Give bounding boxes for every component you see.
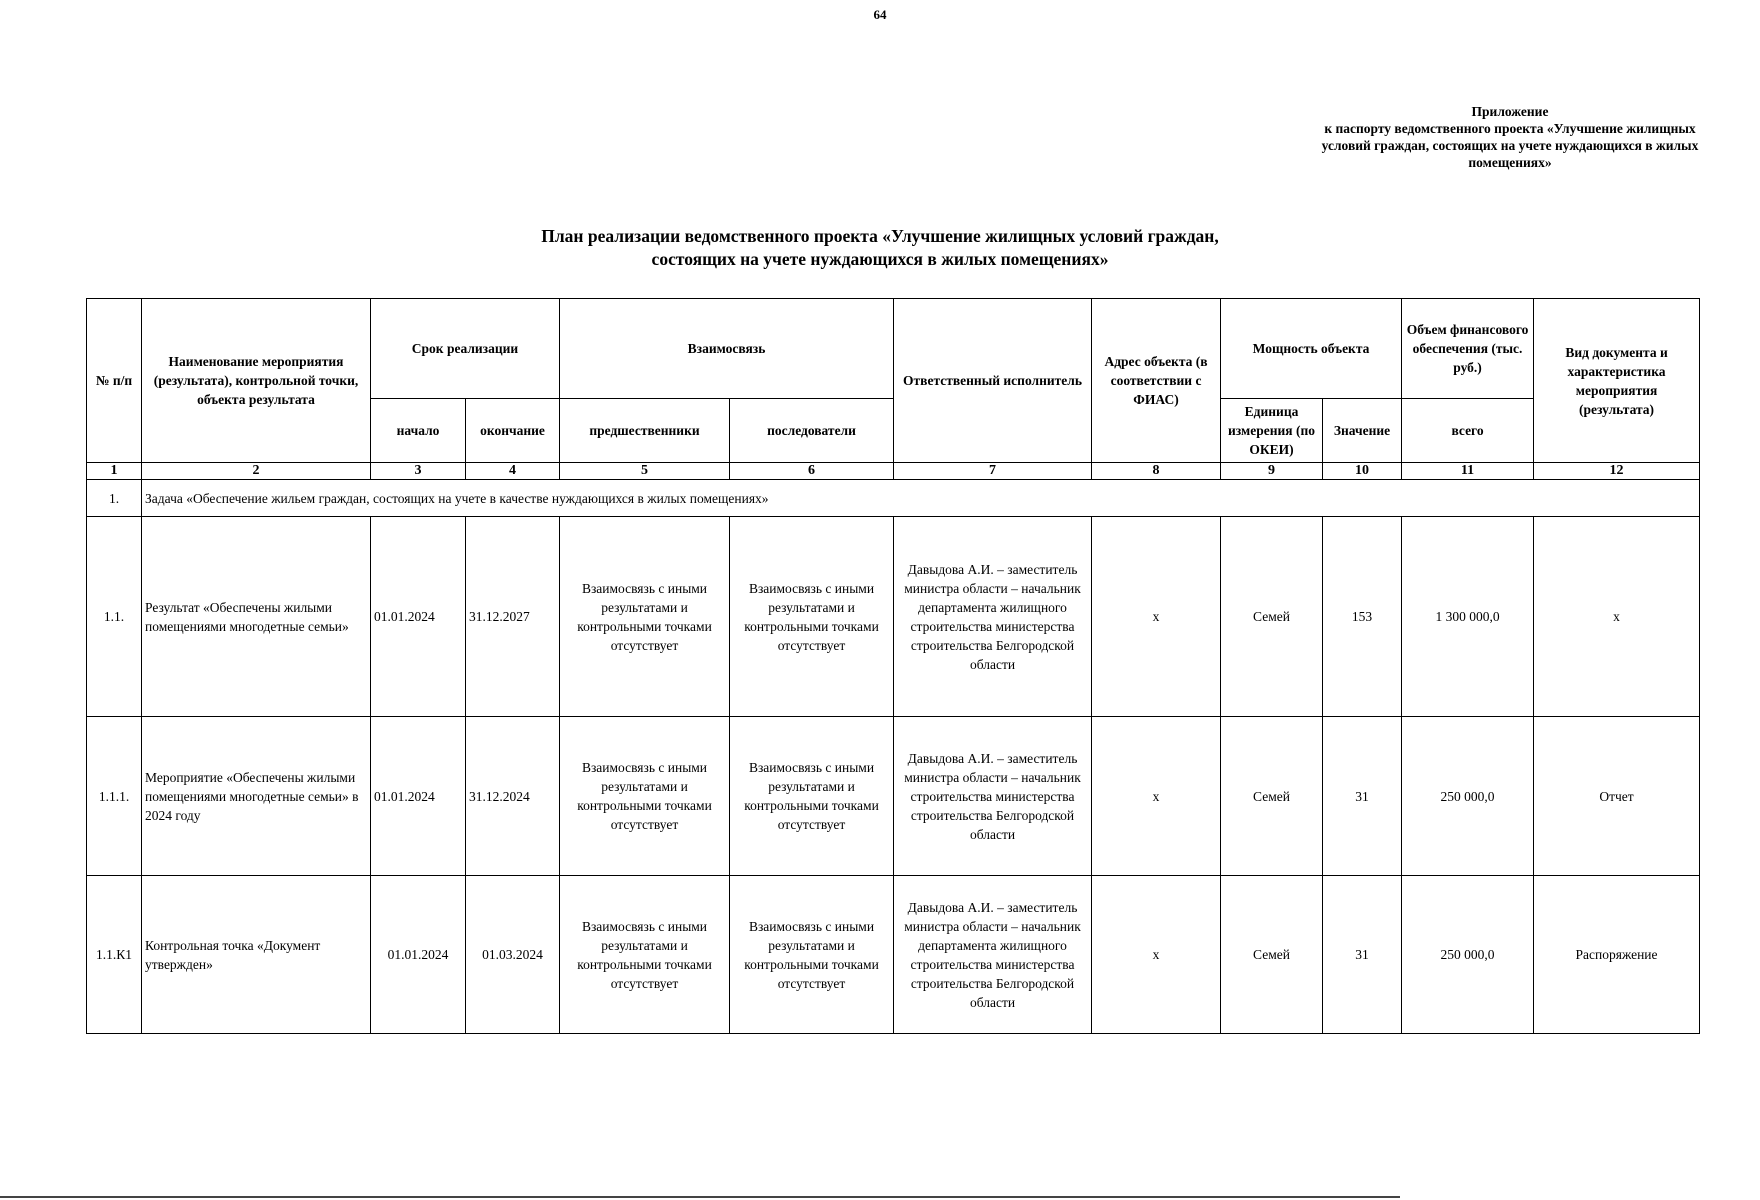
column-number: 9 — [1221, 463, 1323, 480]
document-title-line-1: План реализации ведомственного проекта «Улучшение жилищных условий граждан, — [541, 226, 1219, 246]
appendix-heading: Приложение — [1471, 104, 1549, 119]
row-total: 250 000,0 — [1402, 876, 1534, 1034]
header-value: Значение — [1323, 399, 1402, 463]
header-start: начало — [371, 399, 466, 463]
row-start: 01.01.2024 — [371, 517, 466, 717]
column-number-row — [87, 463, 1700, 480]
row-start: 01.01.2024 — [371, 876, 466, 1034]
row-responsible: Давыдова А.И. – заместитель министра области – начальник строительства министерства строительства Белгородской области — [894, 717, 1092, 876]
header-responsible: Ответственный исполнитель — [894, 299, 1092, 463]
header-row — [87, 299, 1700, 399]
column-number: 2 — [142, 463, 371, 480]
column-number: 1 — [87, 463, 142, 480]
row-total: 1 300 000,0 — [1402, 517, 1534, 717]
row-end: 31.12.2024 — [466, 717, 560, 876]
row-address: х — [1092, 717, 1221, 876]
row-value: 31 — [1323, 876, 1402, 1034]
row-unit: Семей — [1221, 517, 1323, 717]
row-unit: Семей — [1221, 717, 1323, 876]
row-responsible: Давыдова А.И. – заместитель министра области – начальник департамента жилищного строительства министерства строительства Белгородской области — [894, 876, 1092, 1034]
implementation-plan-table — [86, 298, 1700, 1034]
column-number: 11 — [1402, 463, 1534, 480]
column-number: 6 — [730, 463, 894, 480]
header-successors: последователи — [730, 399, 894, 463]
row-name: Мероприятие «Обеспечены жилыми помещениями многодетные семьи» в 2024 году — [142, 717, 371, 876]
row-value: 31 — [1323, 717, 1402, 876]
row-end: 01.03.2024 — [466, 876, 560, 1034]
row-number: 1.1.1. — [87, 717, 142, 876]
row-number: 1.1.К1 — [87, 876, 142, 1034]
header-capacity: Мощность объекта — [1221, 299, 1402, 399]
table-row — [87, 876, 1700, 1034]
column-number: 5 — [560, 463, 730, 480]
appendix-text: к паспорту ведомственного проекта «Улучшение жилищных условий граждан, состоящих на учете нуждающихся в жилых помещениях» — [1321, 121, 1699, 170]
row-predecessors: Взаимосвязь с иными результатами и контрольными точками отсутствует — [560, 517, 730, 717]
column-number: 4 — [466, 463, 560, 480]
row-name: Результат «Обеспечены жилыми помещениями многодетные семьи» — [142, 517, 371, 717]
header-period: Срок реализации — [371, 299, 560, 399]
task-text: Задача «Обеспечение жильем граждан, состоящих на учете в качестве нуждающихся в жилых помещениях» — [142, 480, 1700, 517]
header-unit: Единица измерения (по ОКЕИ) — [1221, 399, 1323, 463]
column-number: 12 — [1534, 463, 1700, 480]
row-doc-type: Распоряжение — [1534, 876, 1700, 1034]
row-successors: Взаимосвязь с иными результатами и контрольными точками отсутствует — [730, 717, 894, 876]
table-row — [87, 517, 1700, 717]
row-predecessors: Взаимосвязь с иными результатами и контрольными точками отсутствует — [560, 717, 730, 876]
row-end: 31.12.2027 — [466, 517, 560, 717]
row-address: х — [1092, 517, 1221, 717]
header-relation: Взаимосвязь — [560, 299, 894, 399]
row-name: Контрольная точка «Документ утвержден» — [142, 876, 371, 1034]
row-responsible: Давыдова А.И. – заместитель министра области – начальник департамента жилищного строительства министерства строительства Белгородской области — [894, 517, 1092, 717]
row-doc-type: Отчет — [1534, 717, 1700, 876]
page-number: 64 — [873, 7, 887, 22]
column-number: 3 — [371, 463, 466, 480]
row-start: 01.01.2024 — [371, 717, 466, 876]
row-address: х — [1092, 876, 1221, 1034]
row-value: 153 — [1323, 517, 1402, 717]
header-name: Наименование мероприятия (результата), контрольной точки, объекта результата — [142, 299, 371, 463]
scan-edge-line — [0, 1196, 1400, 1198]
row-doc-type: х — [1534, 517, 1700, 717]
header-total: всего — [1402, 399, 1534, 463]
row-number: 1.1. — [87, 517, 142, 717]
column-number: 10 — [1323, 463, 1402, 480]
row-unit: Семей — [1221, 876, 1323, 1034]
appendix-note — [1320, 103, 1700, 171]
task-row — [87, 480, 1700, 517]
row-predecessors: Взаимосвязь с иными результатами и контрольными точками отсутствует — [560, 876, 730, 1034]
header-address: Адрес объекта (в соответствии с ФИАС) — [1092, 299, 1221, 463]
row-successors: Взаимосвязь с иными результатами и контрольными точками отсутствует — [730, 876, 894, 1034]
header-end: окончание — [466, 399, 560, 463]
table-row — [87, 717, 1700, 876]
header-num: № п/п — [87, 299, 142, 463]
column-number: 8 — [1092, 463, 1221, 480]
header-finance: Объем финансового обеспечения (тыс. руб.) — [1402, 299, 1534, 399]
column-number: 7 — [894, 463, 1092, 480]
row-total: 250 000,0 — [1402, 717, 1534, 876]
header-doc-type: Вид документа и характеристика мероприятия (результата) — [1534, 299, 1700, 463]
header-predecessors: предшественники — [560, 399, 730, 463]
row-successors: Взаимосвязь с иными результатами и контрольными точками отсутствует — [730, 517, 894, 717]
document-title-line-2: состоящих на учете нуждающихся в жилых помещениях» — [651, 249, 1109, 269]
task-number: 1. — [87, 480, 142, 517]
document-title — [380, 225, 1380, 271]
